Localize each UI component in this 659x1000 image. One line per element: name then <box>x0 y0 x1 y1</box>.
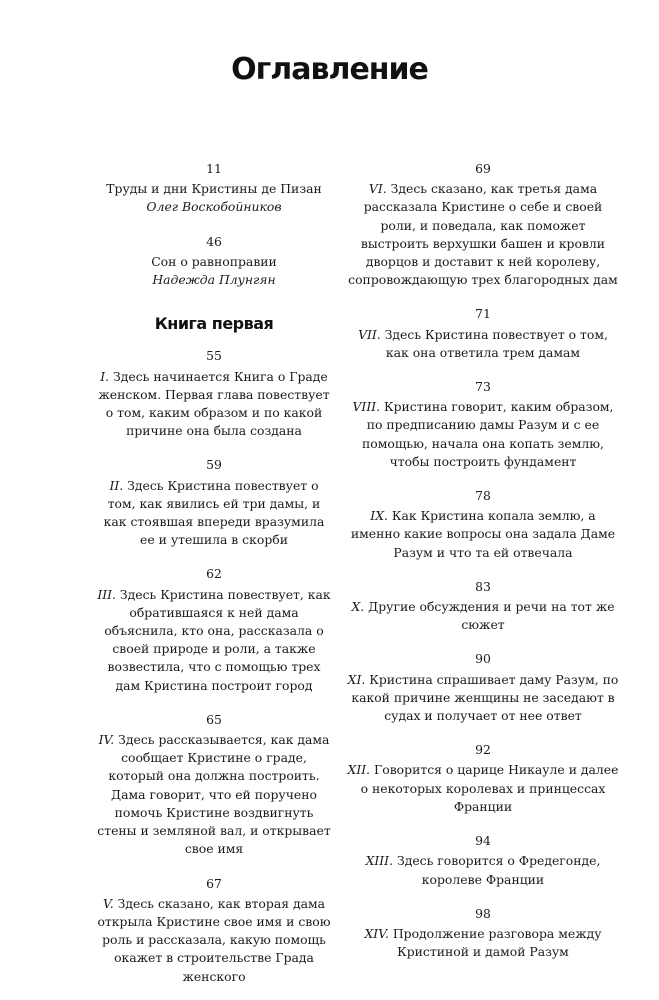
roman-numeral: XIV. <box>364 925 389 941</box>
toc-entry-intro-2[interactable] <box>96 233 332 290</box>
entry-author: Надежда Плунгян <box>152 272 276 288</box>
page-number: 92 <box>475 742 491 758</box>
entry-title <box>346 852 620 888</box>
page-number: 69 <box>475 161 491 176</box>
toc-entry-chapter-2[interactable] <box>96 456 332 549</box>
entry-title <box>346 507 620 562</box>
entry-author: Олег Воскобойников <box>146 199 282 215</box>
page-number: 78 <box>475 488 491 504</box>
entry-title <box>96 586 332 695</box>
left-column <box>96 160 332 986</box>
entry-text: Говорится о царице Никауле и далее о некоторых королевах и принцессах Франции <box>360 762 619 814</box>
roman-numeral: XII. <box>347 762 371 778</box>
page-number: 65 <box>206 711 222 727</box>
roman-numeral: IV. <box>98 732 115 748</box>
entry-title <box>346 925 620 961</box>
entry-title: Сон о равноправии <box>151 253 277 269</box>
roman-numeral: VII. <box>358 326 381 342</box>
toc-entry-chapter-5[interactable] <box>96 875 332 986</box>
roman-numeral: VI. <box>368 181 387 197</box>
entry-text: Здесь Кристина повествует о том, как явились ей три дамы, и как стоявшая впереди вразумила ее и утешила в скорби <box>103 477 325 548</box>
entry-title: Труды и дни Кристины де Пизан <box>106 181 322 197</box>
entry-text: Здесь Кристина повествует, как обратившаяся к ней дама объяснила, кто она, рассказала о своей природе и роли, а также возвестила, что с помощью трех дам Кристина построит город <box>104 586 331 693</box>
roman-numeral: V. <box>102 895 114 911</box>
toc-entry-chapter-6[interactable] <box>346 160 620 289</box>
toc-entry-chapter-12[interactable] <box>346 741 620 816</box>
entry-text: Здесь начинается Книга о Граде женском. Первая глава повествует о том, каким образом и по какой причине она была создана <box>98 368 330 439</box>
roman-numeral: II. <box>109 477 124 493</box>
toc-entry-chapter-1[interactable] <box>96 347 332 440</box>
entry-title <box>346 671 620 726</box>
page-number: 62 <box>206 566 222 582</box>
page-number: 46 <box>206 233 222 249</box>
page-number: 94 <box>475 833 491 849</box>
roman-numeral: IX. <box>370 508 388 524</box>
toc-entry-chapter-3[interactable] <box>96 565 332 694</box>
roman-numeral: III. <box>97 586 116 602</box>
roman-numeral: XIII. <box>365 853 394 869</box>
page-number: 11 <box>206 161 222 176</box>
page-number: 71 <box>475 306 491 322</box>
page-number: 67 <box>206 875 222 891</box>
entry-text: Продолжение разговора между Кристиной и дамой Разум <box>392 925 602 960</box>
page-number: 55 <box>206 348 222 364</box>
entry-text: Кристина говорит, каким образом, по предписанию дамы Разум и с ее помощью, начала она копать землю, чтобы построить фундамент <box>362 399 614 469</box>
roman-numeral: I. <box>100 368 110 384</box>
entry-text: Здесь сказано, как вторая дама открыла Кристине свое имя и свою роль и рассказала, какую помощь окажет в строительстве Града женского <box>97 895 331 984</box>
section-title: Книга первая <box>154 314 274 334</box>
toc-entry-chapter-10[interactable] <box>346 578 620 635</box>
page-number: 98 <box>475 905 491 921</box>
entry-title <box>96 368 332 441</box>
entry-title <box>346 180 620 289</box>
right-column <box>346 160 620 961</box>
entry-title <box>96 731 332 858</box>
entry-text: Как Кристина копала землю, а именно какие вопросы она задала Даме Разум и что та ей отвечала <box>350 508 616 560</box>
page-number: 59 <box>206 457 222 473</box>
entry-title <box>96 895 332 986</box>
page-number: 90 <box>475 651 491 667</box>
roman-numeral: X. <box>351 599 365 615</box>
toc-entry-chapter-11[interactable] <box>346 650 620 725</box>
entry-title <box>96 477 332 550</box>
entry-text: Здесь сказано, как третья дама рассказала Кристине о себе и своей роли, и поведала, как поможет выстроить верхушки башен и кровли дворцов и доставит к ней королеву, сопровождающую трех благородных дам <box>348 181 618 288</box>
toc-entry-chapter-7[interactable] <box>346 305 620 362</box>
toc-entry-intro-1[interactable] <box>96 160 332 217</box>
page-title: Оглавление <box>231 52 428 87</box>
entry-text: Здесь говорится о Фредегонде, королеве Франции <box>396 853 601 887</box>
entry-title <box>346 326 620 362</box>
entry-title <box>346 598 620 634</box>
toc-entry-chapter-13[interactable] <box>346 832 620 889</box>
roman-numeral: XI. <box>347 671 366 687</box>
page-number: 83 <box>475 578 491 594</box>
toc-entry-chapter-9[interactable] <box>346 487 620 562</box>
entry-text: Другие обсуждения и речи на тот же сюжет <box>368 599 615 633</box>
entry-text: Здесь рассказывается, как дама сообщает Кристине о граде, который она должна построить. Дама говорит, что ей поручено помочь Кристине воздвигнуть стены и земляной вал, и открывает свое имя <box>97 732 331 857</box>
page-number: 73 <box>475 379 491 395</box>
entry-title <box>346 761 620 816</box>
toc-entry-chapter-8[interactable] <box>346 378 620 471</box>
entry-text: Кристина спрашивает даму Разум, по какой причине женщины не заседают в судах и получает от нее ответ <box>351 671 619 724</box>
entry-title <box>346 398 620 471</box>
toc-entry-chapter-14[interactable] <box>346 905 620 962</box>
toc-entry-chapter-4[interactable] <box>96 711 332 859</box>
entry-text: Здесь Кристина повествует о том, как она ответила трем дамам <box>384 326 608 360</box>
roman-numeral: VIII. <box>352 399 381 415</box>
